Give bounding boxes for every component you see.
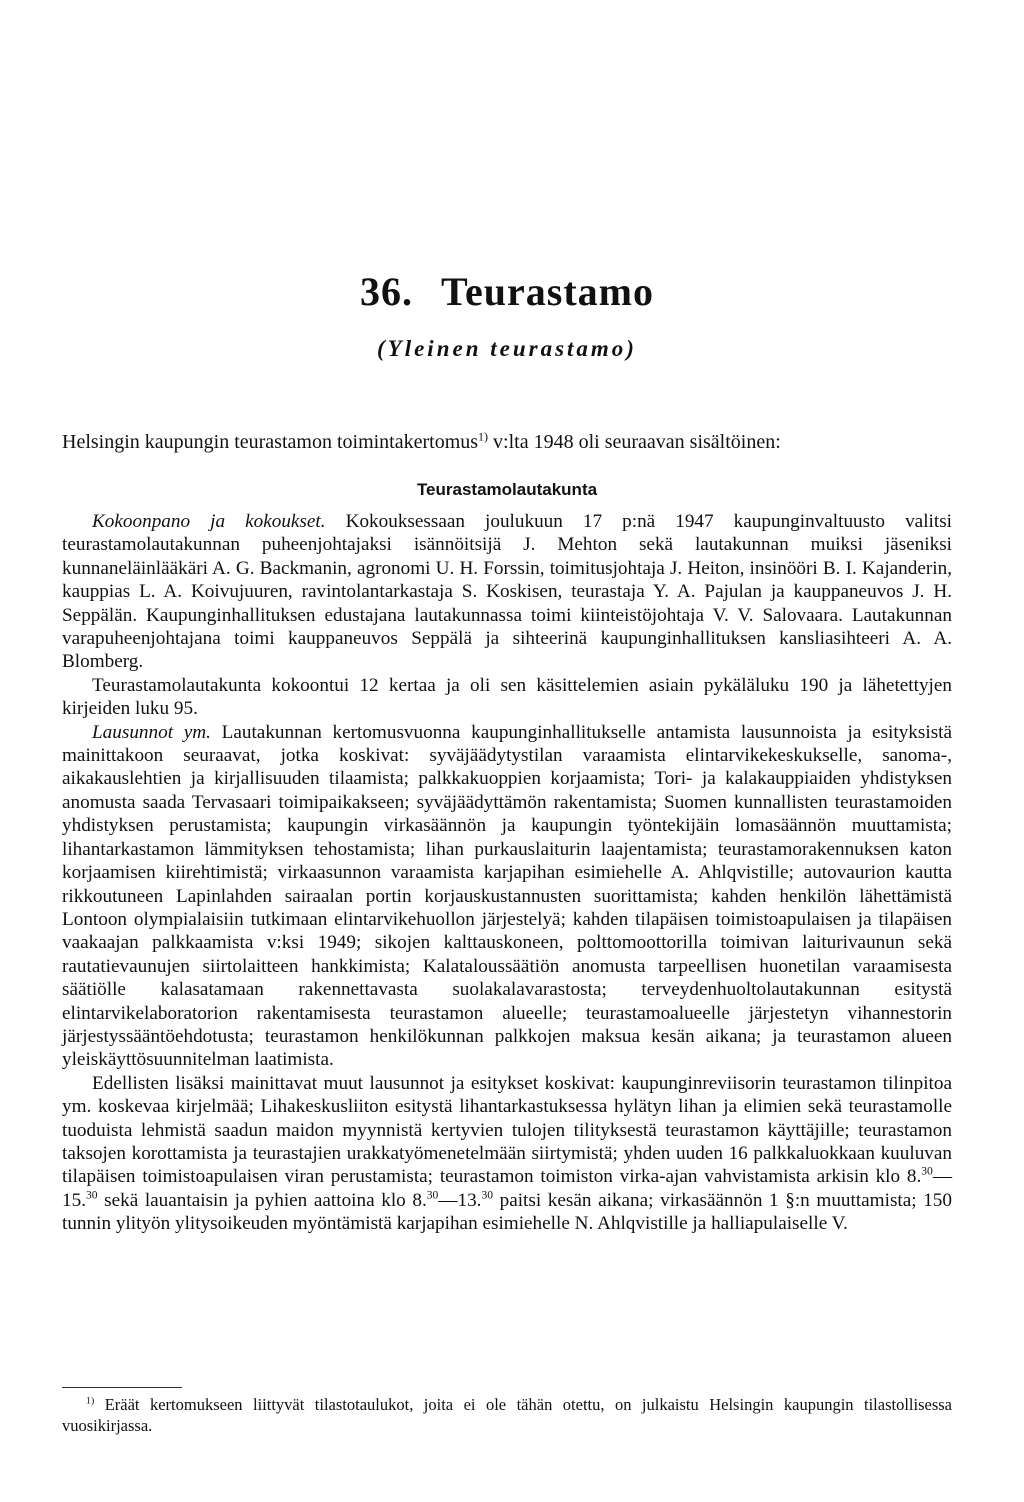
footnote-reference[interactable]: 1) [478, 429, 489, 444]
chapter-heading [62, 268, 952, 316]
footnote [62, 1394, 952, 1436]
paragraph-text: Lautakunnan kertomusvuonna kaupunginhallitukselle antamista lausunnoista ja esityksistä mainittakoon seuraavat, jotka koskivat: syväjäädytystilan varaamista elintarvikekeskukselle, sanoma-, aikakauslehtien ja kirjallisuuden tilaamista; palkkakuoppien korjaamista; Tori- ja kalakauppiaiden yhdistyksen anomusta saada Tervasaari toimipaikakseen; syväjäädyttämön rakentamista; Suomen kunnallisten teurastamoiden yhdistyksen perustamista; kaupungin virkasäännön ja kaupungin työntekijäin lomasäännön muuttamista; lihantarkastamon lämmityksen tehostamista; lihan purkauslaiturin laajentamista; teurastamorakennuksen katon korjaamisen kiirehtimistä; virkaasunnon varaamista karjapihan esimiehelle A. Ahlqvistille; autovaurion kautta rikkoutuneen Lapinlahden sairaalan portin korjauskustannusten suorittamista; kahden henkilön lähettämistä Lontoon olympialaisiin tutkimaan elintarvikehuollon järjestelyä; kahden tilapäisen toimistoapulaisen ja tilapäisen vaakaajan palkkaamista v:ksi 1949; sikojen kalttauskoneen, polttomoottorilla toimivan laiturivaunun sekä rautatievaunujen siirtolaitteen hankkimista; Kalataloussäätiön anomusta tarpeellisen huonetilan varaamisesta säätiölle kalasatamaan rakennettavasta suolakalavarastosta; terveydenhuoltolautakunnan esitystä elintarvikelaboratorion rakentamisesta teurastamon alueelle; teurastamoalueelle järjestetyn vihannestorin järjestyssääntöehdotusta; teurastamon henkilökunnan palkkojen maksua kesän aikana; ja teurastamon alueen yleiskäyttösuunnitelman laatimista. [62, 721, 953, 1071]
footnote-text: Eräät kertomukseen liittyvät tilastotaulukot, joita ei ole tähän otettu, on julkaistu Helsingin kaupungin tilastollisessa vuosikirjassa. [62, 1395, 952, 1435]
intro-text-end: v:lta 1948 oli seuraavan sisältöinen: [488, 431, 781, 453]
footnote-mark: 1) [86, 1395, 95, 1407]
paragraph-text: paitsi kesän aikana; virkasäännön 1 §:n muuttamista; 150 tunnin ylityön ylitysoikeuden myöntämistä karjapihan esimiehelle N. Ahlqvistille ja halliapulaiselle V. [62, 1189, 952, 1235]
chapter-number: 36. [360, 269, 414, 314]
intro-paragraph [62, 430, 952, 454]
time-superscript: 30 [481, 1189, 493, 1202]
paragraph-statements [62, 721, 952, 1072]
paragraph-text: sekä lauantaisin ja pyhien aattoina klo 8. [97, 1189, 427, 1211]
time-superscript: 30 [921, 1165, 933, 1178]
time-superscript: 30 [85, 1189, 98, 1202]
paragraph-other-statements [62, 1072, 952, 1236]
paragraph-text: Teurastamolautakunta kokoontui 12 kertaa ja oli sen käsittelemien asiain pykäläluku 190 ja lähetettyjen kirjeiden luku 95. [62, 674, 952, 720]
section-title: Teurastamolautakunta [416, 480, 598, 499]
paragraph-text: Edellisten lisäksi mainittavat muut lausunnot ja esitykset koskivat: kaupunginreviisorin teurastamon tilinpitoa ym. koskevaa kirjelmää; Lihakeskusliiton esitystä lihantarkastuksessa hylätyn lihan ja elimien sekä teurastamolle tuoduista lehmistä saadun maidon myynnistä kertyvien tulojen tilityksestä teurastamon käyttäjille; teurastamon taksojen korottamista ja teurastajien urakkatyömenetelmään siirtymistä; yhden uuden 16 palkkaluokkaan kuuluvan tilapäisen toimistoapulaisen viran perustamista; teurastamon toimiston virka-ajan vahvistamista arkisin klo 8. [62, 1072, 952, 1188]
paragraph-composition [62, 510, 952, 674]
chapter-title: Teurastamo [441, 269, 654, 314]
paragraph-text: —15. [62, 1166, 952, 1211]
time-superscript: 30 [426, 1189, 439, 1202]
paragraph-lead: Kokoonpano ja kokoukset. [92, 511, 326, 532]
intro-text: Helsingin kaupungin teurastamon toimintakertomus [62, 431, 479, 453]
footnote-divider [62, 1387, 182, 1388]
paragraph-text: —13. [438, 1189, 482, 1211]
body-text [62, 510, 952, 1236]
chapter-subtitle: (Yleinen teurastamo) [377, 336, 637, 361]
paragraph-lead: Lausunnot ym. [92, 721, 211, 743]
paragraph-text: Kokouksessaan joulukuun 17 p:nä 1947 kaupunginvaltuusto valitsi teurastamolautakunnan puheenjohtajaksi isännöitsijä J. Mehton sekä lautakunnan muiksi jäseniksi kunnaneläinlääkäri A. G. Backmanin, agronomi U. H. Forssin, toimitusjohtaja J. Heiton, insinööri B. I. Kajanderin, kauppias L. A. Koivujuuren, ravintolantarkastaja S. Koskisen, teurastaja Y. A. Pajulan ja kauppaneuvos J. H. Seppälän. Kaupunginhallituksen edustajana lautakunnassa toimi kiinteistöjohtaja V. V. Salovaara. Lautakunnan varapuheenjohtajana toimi kauppaneuvos Seppälä ja sihteerinä kaupunginhallituksen kansliasihteeri A. A. Blomberg. [62, 511, 952, 673]
paragraph-meetings [62, 674, 952, 721]
